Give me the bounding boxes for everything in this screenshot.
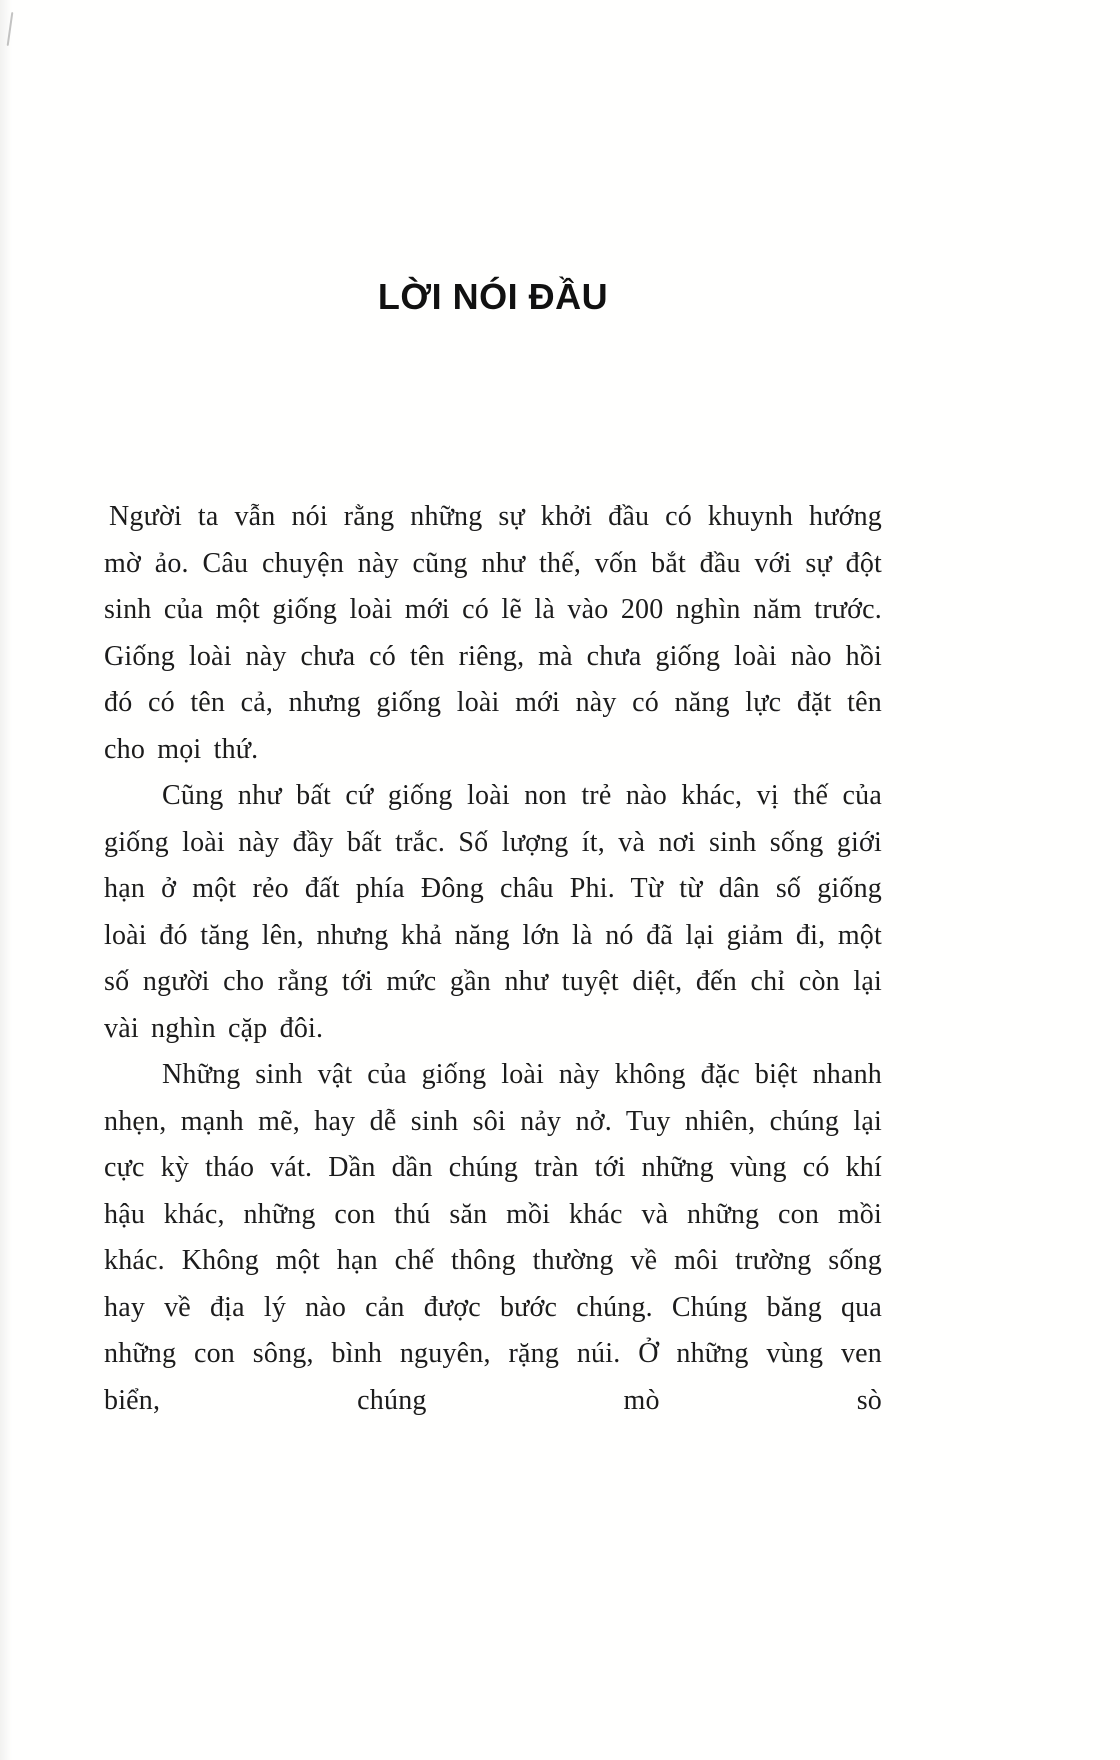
paragraph-2: Cũng như bất cứ giống loài non trẻ nào khác, vị thế của giống loài này đầy bất trắc. Số lượng ít, và nơi sinh sống giới hạn ở một rẻo đất phía Đông châu Phi. Từ từ dân số giống loài đó tăng lên, nhưng khả năng lớn là nó đã lại giảm đi, một số người cho rằng tới mức gần như tuyệt diệt, đến chỉ còn lại vài nghìn cặp đôi.: [104, 780, 882, 1044]
scan-artifact-mark: [7, 12, 14, 46]
body-text: [104, 494, 882, 1424]
paragraph-3: Những sinh vật của giống loài này không đặc biệt nhanh nhẹn, mạnh mẽ, hay dễ sinh sôi nảy nở. Tuy nhiên, chúng lại cực kỳ tháo vát. Dần dần chúng tràn tới những vùng có khí hậu khác, những con thú săn mồi khác và những con mồi khác. Không một hạn chế thông thường về môi trường sống hay về địa lý nào cản được bước chúng. Chúng băng qua những con sông, bình nguyên, rặng núi. Ở những vùng ven biển, chúng mò sò: [104, 1059, 882, 1416]
page-title: LỜI NÓI ĐẦU: [377, 276, 609, 317]
paragraph-1: Người ta vẫn nói rằng những sự khởi đầu có khuynh hướng mờ ảo. Câu chuyện này cũng như thế, vốn bắt đầu với sự đột sinh của một giống loài mới có lẽ là vào 200 nghìn năm trước. Giống loài này chưa có tên riêng, mà chưa giống loài nào hồi đó có tên cả, nhưng giống loài mới này có năng lực đặt tên cho mọi thứ.: [104, 501, 882, 765]
